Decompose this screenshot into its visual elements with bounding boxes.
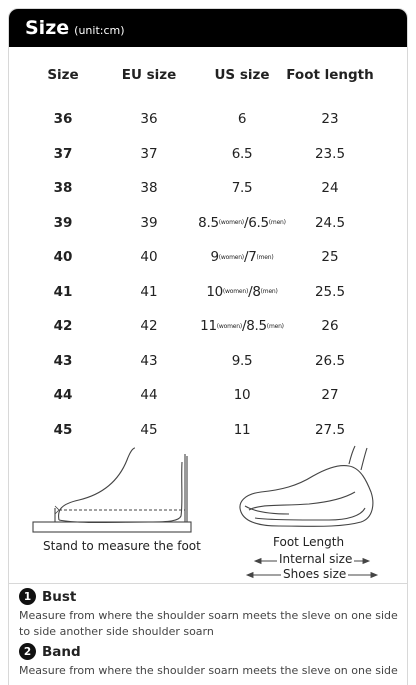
size-cell: 42 [53, 318, 73, 335]
info-description: Measure from where the shoulder soarn meets the sleve on one side [19, 664, 398, 677]
us-size-women-label: (women) [218, 253, 244, 261]
column-header-eu-size: EU size [121, 66, 177, 83]
size-chart-card [8, 8, 408, 685]
foot-length-cell: 27 [321, 387, 339, 404]
us-size-main: 9.5 [231, 352, 253, 369]
internal-size-caption: Internal size [279, 552, 353, 566]
us-size-men: 7 [248, 249, 257, 266]
shoe-outline [240, 446, 373, 526]
foot-length-cell: 23 [321, 111, 339, 128]
eu-size-cell: 38 [140, 180, 158, 197]
us-size-cell [191, 344, 293, 379]
size-chart-unit: (unit:cm) [74, 23, 125, 37]
us-size-women-label: (women) [222, 288, 249, 296]
us-size-women-label: (women) [216, 322, 242, 330]
us-size-main: 10 [206, 283, 223, 300]
size-cell: 44 [53, 387, 73, 404]
us-size-main: 11 [233, 421, 251, 438]
us-size-cell [191, 240, 293, 275]
us-size-cell [191, 378, 293, 413]
size-cell: 39 [53, 214, 73, 231]
measurement-illustrations [9, 442, 408, 582]
foot-length-cell: 24.5 [314, 214, 346, 231]
stand-caption: Stand to measure the foot [43, 539, 201, 553]
us-size-separator: / [241, 318, 247, 335]
us-size-cell [191, 137, 293, 172]
us-size-main: 9 [210, 249, 219, 266]
size-table-row [9, 378, 408, 413]
eu-size-cell: 36 [140, 111, 158, 128]
eu-size-cell: 41 [140, 283, 158, 300]
us-size-separator: / [248, 283, 253, 300]
eu-size-cell: 40 [140, 249, 158, 266]
size-table [9, 47, 408, 447]
eu-size-cell: 44 [140, 387, 158, 404]
size-table-header-row [9, 47, 408, 102]
foot-length-cell: 23.5 [314, 145, 346, 162]
size-cell: 38 [53, 180, 73, 197]
size-cell: 41 [53, 283, 73, 300]
eu-size-cell: 37 [140, 145, 158, 162]
column-header-size: Size [47, 66, 79, 83]
us-size-main: 6.5 [231, 145, 253, 162]
eu-size-cell: 42 [140, 318, 158, 335]
size-chart-title: Size [25, 17, 70, 39]
eu-size-cell: 45 [140, 421, 158, 438]
column-header-us-size: US size [214, 66, 270, 83]
us-size-men-label: (men) [256, 253, 274, 261]
size-cell: 45 [53, 421, 73, 438]
foot-length-cell: 25.5 [314, 283, 346, 300]
size-table-row [9, 171, 408, 206]
us-size-cell [191, 309, 293, 344]
foot-outline [59, 448, 135, 520]
info-title: Band [42, 643, 81, 660]
eu-size-cell: 39 [140, 214, 158, 231]
us-size-cell [191, 102, 293, 137]
size-table-row [9, 275, 408, 310]
us-size-men: 8 [252, 283, 261, 300]
us-size-men-label: (men) [266, 322, 284, 330]
us-size-main: 7.5 [231, 180, 253, 197]
foot-length-cell: 25 [321, 249, 339, 266]
us-size-men: 6.5 [248, 214, 269, 231]
shoes-size-caption: Shoes size [283, 567, 347, 581]
size-cell: 40 [53, 249, 73, 266]
size-table-row [9, 137, 408, 172]
us-size-women-label: (women) [218, 219, 244, 227]
info-band [19, 643, 404, 679]
foot-length-cell: 27.5 [314, 421, 346, 438]
us-size-cell [191, 275, 293, 310]
size-table-row [9, 206, 408, 241]
info-title: Bust [42, 588, 77, 605]
foot-length-caption: Foot Length [273, 535, 345, 549]
size-cell: 37 [53, 145, 73, 162]
foot-length-cell: 24 [321, 180, 339, 197]
size-cell: 36 [53, 111, 73, 128]
number-badge: 2 [19, 643, 36, 660]
us-size-main: 6 [237, 111, 247, 128]
number-badge: 1 [19, 588, 36, 605]
us-size-cell [191, 171, 293, 206]
size-table-row [9, 344, 408, 379]
us-size-main: 8.5 [198, 214, 219, 231]
us-size-men: 8.5 [246, 318, 267, 335]
size-cell: 43 [53, 352, 73, 369]
info-bust [19, 588, 404, 640]
eu-size-cell: 43 [140, 352, 158, 369]
us-size-separator: / [243, 249, 249, 266]
size-chart-header [9, 9, 407, 47]
size-table-row [9, 309, 408, 344]
size-table-row [9, 240, 408, 275]
measuring-board [33, 522, 191, 532]
column-header-foot-length: Foot length [286, 66, 374, 83]
us-size-main: 10 [233, 387, 251, 404]
foot-length-cell: 26.5 [314, 352, 346, 369]
section-divider [9, 583, 408, 584]
us-size-main: 11 [200, 318, 217, 335]
foot-length-cell: 26 [321, 318, 339, 335]
info-description: Measure from where the shoulder soarn meets the sleve on one side to side another side shoulder soarn [19, 609, 398, 638]
us-size-men-label: (men) [260, 288, 278, 296]
size-table-row [9, 102, 408, 137]
us-size-men-label: (men) [268, 219, 286, 227]
us-size-cell [191, 206, 293, 241]
us-size-separator: / [243, 214, 249, 231]
